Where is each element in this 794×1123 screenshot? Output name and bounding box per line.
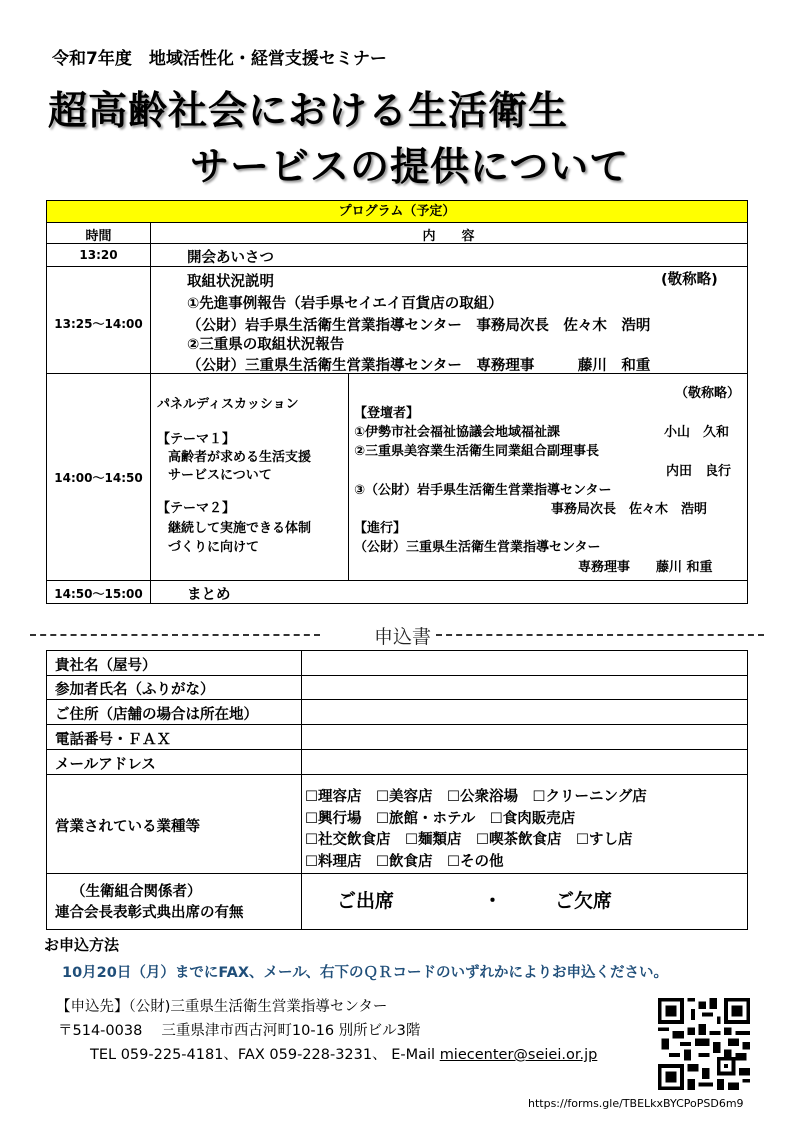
honorific-note: (敬称略): [661, 272, 718, 288]
moderator-name: 専務理事 藤川 和重: [578, 560, 713, 575]
contact-tel-fax: TEL 059-225-4181、FAX 059-228-3231、 E-Mail: [90, 1047, 440, 1063]
program-heading: プログラム（予定）: [47, 201, 747, 222]
theme-1-line-2: サービスについて: [168, 468, 272, 483]
contact-email-link[interactable]: miecenter@seiei.or.jp: [439, 1047, 598, 1063]
contact-address: 〒514-0038 三重県津市西古河町10-16 別所ビル3階: [58, 1023, 421, 1039]
panelist-3-name: 事務局次長 佐々木 浩明: [551, 502, 708, 517]
business-type-options-4[interactable]: ☐料理店 ☐飲食店 ☐その他: [305, 854, 504, 870]
form-url[interactable]: https://forms.gle/TBELkxBYCPoPSD6m9: [528, 1097, 744, 1110]
title-line-1: 超高齢社会における生活衛生: [48, 88, 569, 134]
email-field[interactable]: [307, 751, 747, 773]
report-item-2-speaker: （公財）三重県生活衛生営業指導センター 専務理事 藤川 和重: [187, 358, 651, 374]
apply-heading: お申込方法: [44, 936, 120, 954]
report-item-1: ①先進事例報告（岩手県セイエイ百貨店の取組）: [187, 296, 503, 312]
closing: まとめ: [187, 587, 231, 603]
panelist-3-org: ③（公財）岩手県生活衛生営業指導センター: [354, 483, 612, 498]
panelist-1-name: 小山 久和: [664, 425, 730, 440]
attend-option[interactable]: ご出席: [337, 890, 395, 912]
status-report-title: 取組状況説明: [187, 274, 274, 290]
deadline-text: 10月20日（月）までにFAX、メール、右下のＱＲコードのいずれかによりお申込ください。: [62, 965, 669, 981]
address-label: ご住所（店舗の場合は所在地）: [55, 707, 258, 723]
panel-honorific: （敬称略）: [675, 386, 741, 401]
title-line-2: サービスの提供について: [190, 144, 630, 190]
ceremony-label-1: （生衛組合関係者）: [71, 884, 202, 900]
theme-1-line-1: 高齢者が求める生活支援: [168, 450, 312, 465]
qr-code-icon[interactable]: [658, 998, 750, 1090]
application-divider: [30, 622, 764, 646]
panel-title: パネルディスカッション: [157, 397, 299, 412]
business-type-options-1[interactable]: ☐理容店 ☐美容店 ☐公衆浴場 ☐クリーニング店: [305, 789, 647, 805]
time-1320: 13:20: [79, 248, 118, 262]
absent-option[interactable]: ご欠席: [555, 890, 613, 912]
phone-fax-label: 電話番号・ＦＡＸ: [55, 732, 171, 748]
email-label: メールアドレス: [55, 757, 156, 773]
participant-name-label: 参加者氏名（ふりがな）: [55, 682, 215, 698]
col-content-header: 内 容: [422, 229, 475, 244]
application-form: [46, 650, 748, 930]
application-form-title: 申込書: [374, 626, 432, 648]
time-1400: 14:00～14:50: [54, 471, 143, 485]
panelists-label: 【登壇者】: [354, 406, 420, 421]
theme-1-label: 【テーマ１】: [157, 432, 236, 447]
company-name-field[interactable]: [307, 653, 747, 674]
moderator-label: 【進行】: [354, 521, 407, 536]
panelist-2-org: ②三重県美容業生活衛生同業組合副理事長: [354, 444, 600, 459]
theme-2-line-1: 継続して実施できる体制: [168, 521, 312, 536]
moderator-org: （公財）三重県生活衛生営業指導センター: [354, 540, 601, 555]
address-field[interactable]: [307, 701, 747, 723]
business-type-options-2[interactable]: ☐興行場 ☐旅館・ホテル ☐食肉販売店: [305, 811, 576, 827]
participant-name-field[interactable]: [307, 677, 747, 698]
business-type-label: 営業されている業種等: [55, 819, 200, 835]
col-time-header: 時間: [85, 229, 112, 244]
phone-fax-field[interactable]: [307, 726, 747, 748]
theme-2-line-2: づくりに向けて: [168, 540, 260, 555]
seminar-subtitle: 令和7年度 地域活性化・経営支援セミナー: [52, 49, 387, 69]
contact-phone: [90, 1043, 597, 1064]
time-1325: 13:25～14:00: [54, 317, 143, 331]
ceremony-label-2: 連合会長表彰式典出席の有無: [55, 905, 244, 921]
theme-2-label: 【テーマ２】: [157, 501, 236, 516]
option-separator: ・: [483, 890, 503, 912]
company-name-label: 貴社名（屋号）: [55, 658, 157, 674]
panelist-1-org: ①伊勢市社会福祉協議会地域福祉課: [354, 425, 561, 440]
time-1450: 14:50～15:00: [54, 587, 143, 601]
program-table: [46, 200, 748, 604]
report-item-1-speaker: （公財）岩手県生活衛生営業指導センター 事務局次長 佐々木 浩明: [187, 318, 651, 334]
business-type-options-3[interactable]: ☐社交飲食店 ☐麺類店 ☐喫茶飲食店 ☐すし店: [305, 832, 633, 848]
contact-organization: 【申込先】（公財)三重県生活衛生営業指導センター: [56, 999, 388, 1015]
panelist-2-name: 内田 良行: [666, 464, 732, 479]
opening-remarks: 開会あいさつ: [187, 250, 274, 266]
report-item-2: ②三重県の取組状況報告: [187, 337, 345, 353]
